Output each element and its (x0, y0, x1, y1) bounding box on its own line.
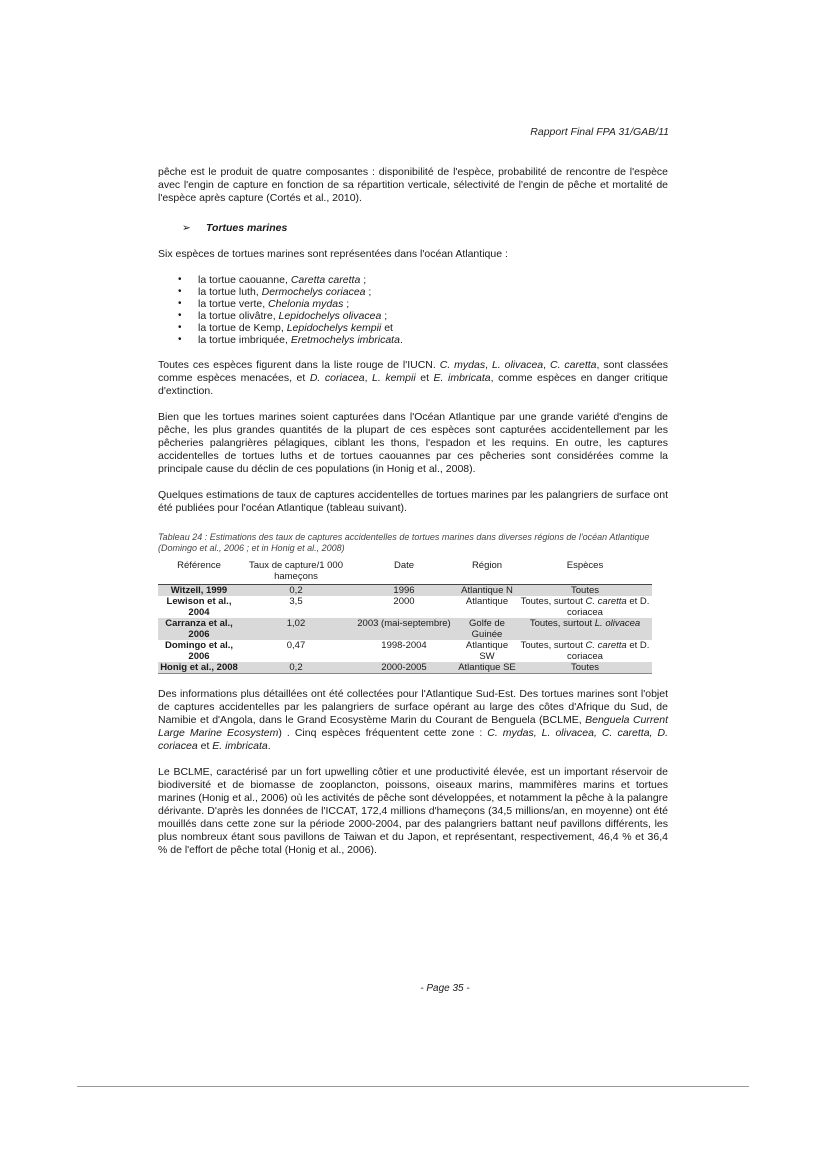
section-heading (182, 222, 668, 235)
page-number: - Page 35 - (420, 983, 470, 994)
iucn-paragraph: Toutes ces espèces figurent dans la liste rouge de l'IUCN. C. mydas, L. olivacea, C. caretta, sont classées comme espèces menacées, et D. coriacea, L. kempii et E. imbricata, comme espèces en danger critique d'extinction. (158, 359, 669, 397)
intro-paragraph: pêche est le produit de quatre composantes : disponibilité de l'espèce, probabilité de rencontre de l'espèce avec l'engin de capture en fonction de sa répartition verticale, sélectivité de l'engin de pêche et mortalité de l'espèce après capture (Cortés et al., 2010). (158, 166, 668, 204)
list-item: • la tortue luth, Dermochelys coriacea ; (178, 286, 372, 298)
column-header: Taux de capture/1 000 hameçons (240, 557, 352, 585)
document-body (158, 166, 668, 870)
table-row: Domingo et al., 2006 0,47 1998-2004 Atlantique SW Toutes, surtout C. caretta et D. coriacea (164, 640, 650, 662)
species-list (158, 274, 668, 346)
southeast-paragraph: Des informations plus détaillées ont été collectées pour l'Atlantique Sud-Est. Des tortues marines sont l'objet de captures accidentelles par les palangriers de surface opérant au large des côtes d'Afrique du Sud, de Namibie et d'Angola, dans le Grand Ecosystème Marin du Courant de Benguela (BCLME, Benguela Current Large Marine Ecosystem) . Cinq espèces fréquentent cette zone : C. mydas, L. olivacea, C. caretta, D. coriacea et E. imbricata. (158, 688, 669, 752)
list-item: • la tortue de Kemp, Lepidochelys kempii et (178, 322, 393, 334)
section-title: Tortues marines (206, 222, 288, 234)
list-item: • la tortue olivâtre, Lepidochelys olivacea ; (178, 310, 388, 322)
list-item: • la tortue caouanne, Caretta caretta ; (178, 274, 367, 286)
table-row: Lewison et al., 2004 3,5 2000 Atlantique Toutes, surtout C. caretta et D. coriacea (166, 596, 650, 618)
table-row: Witzell, 1999 0,2 1996 Atlantique N Toutes (158, 585, 652, 597)
arrow-bullet-icon: ➢ (182, 222, 191, 234)
bullet-icon: • (178, 334, 182, 345)
estimates-paragraph: Quelques estimations de taux de captures accidentelles de tortues marines par les palangriers de surface ont été publiées pour l'océan Atlantique (tableau suivant). (158, 489, 668, 514)
bullet-icon: • (178, 322, 182, 333)
column-header: Région (456, 557, 518, 585)
footer-divider (77, 1086, 749, 1087)
species-intro: Six espèces de tortues marines sont représentées dans l'océan Atlantique : (158, 248, 508, 260)
document-header: Rapport Final FPA 31/GAB/11 (530, 126, 669, 138)
list-item: • la tortue verte, Chelonia mydas ; (178, 298, 350, 310)
bclme-paragraph: Le BCLME, caractérisé par un fort upwelling côtier et une productivité élevée, est un important réservoir de biodiversité et de biomasse de zooplancton, poissons, oiseaux marins, mammifères marins et tortues marines (Honig et al., 2006) où les activités de pêche sont développées, et notamment la pêche à la palangre dérivante. D'après les données de l'ICCAT, 172,4 millions d'hameçons (34,5 millions/an, en moyenne) ont été mouillés dans cette zone sur la période 2000-2004, par des palangriers battant neuf pavillons différents, les plus nombreux étant sous pavillons de Taiwan et du Japon, et représentant, respectivement, 46,4 % et 36,4 % de l'effort de pêche total (Honig et al., 2006). (158, 766, 668, 856)
table-row: Carranza et al., 2006 1,02 2003 (mai-septembre) Golfe de Guinée Toutes, surtout L. olivacea (158, 618, 652, 640)
bullet-icon: • (178, 310, 182, 321)
column-header: Espèces (518, 557, 652, 585)
bullet-icon: • (178, 286, 182, 297)
bullet-icon: • (178, 298, 182, 309)
bullet-icon: • (178, 274, 182, 285)
column-header: Date (352, 557, 456, 585)
table-header-row (158, 557, 652, 585)
column-header: Référence (158, 557, 240, 585)
table-caption: Tableau 24 : Estimations des taux de captures accidentelles de tortues marines dans diverses régions de l'océan Atlantique (Domingo et al., 2006 ; et in Honig et al., 2008) (158, 532, 650, 553)
list-item: • la tortue imbriquée, Eretmochelys imbricata. (178, 334, 403, 346)
table-row: Honig et al., 2008 0,2 2000-2005 Atlantique SE Toutes (158, 662, 652, 674)
bycatch-table (158, 557, 652, 674)
bycatch-paragraph: Bien que les tortues marines soient capturées dans l'Océan Atlantique par une grande variété d'engins de pêche, les plus grandes quantités de la plupart de ces espèces sont capturées accidentellement par les pêcheries palangrières pélagiques, ciblant les thons, l'espadon et les requins. En outre, les captures accidentelles de tortues luths et de tortues caouannes par ces pêcheries sont considérées comme la principale cause du déclin de ces populations (in Honig et al., 2008). (158, 411, 668, 475)
